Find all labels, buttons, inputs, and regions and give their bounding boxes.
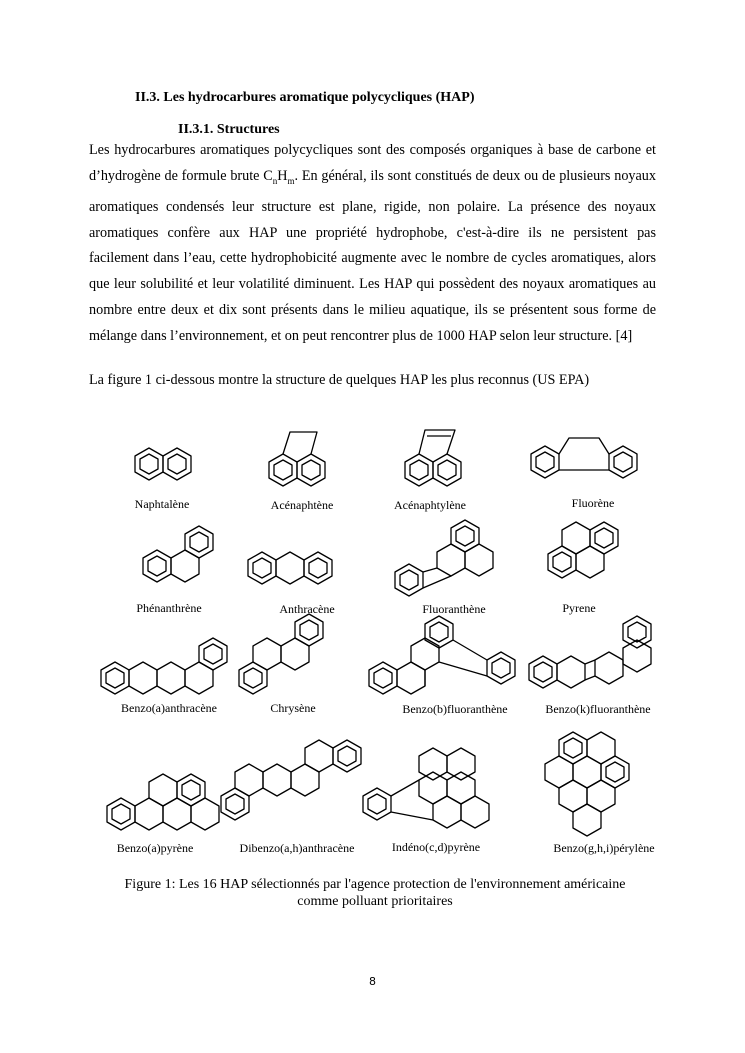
dibenzo-a-h-anthracene-structure <box>221 740 361 820</box>
fluorene-structure <box>531 438 637 478</box>
paragraph-part1: Les hydrocarbures aromatiques polycycliques sont des composés organiques à base de carbone et d’hydrogène de formule brute C <box>89 142 656 184</box>
page-number: 8 <box>369 975 376 988</box>
label-acenaphtene: Acénaphtène <box>270 498 334 512</box>
acenaphthylene-structure <box>405 430 461 486</box>
label-naphtalene: Naphtalène <box>134 497 190 511</box>
acenaphthene-structure <box>269 432 325 486</box>
label-phenanthrene: Phénanthrène <box>136 601 202 615</box>
caption-line-2: comme polluant prioritaires <box>297 894 453 909</box>
label-dibenzo-a-h-anthracene: Dibenzo(a,h)anthracène <box>239 841 355 855</box>
label-benzo-k-fluoranthene: Benzo(k)fluoranthène <box>545 702 651 716</box>
label-chrysene: Chrysène <box>270 701 316 715</box>
label-pyrene: Pyrene <box>562 601 596 615</box>
naphthalene-structure <box>135 448 191 480</box>
label-indeno-c-d-pyrene: Indéno(c,d)pyrène <box>391 840 481 854</box>
pyrene-structure <box>548 522 618 578</box>
formula-h: H <box>277 167 288 184</box>
label-fluoranthene: Fluoranthène <box>422 602 486 616</box>
body-paragraph <box>89 138 656 350</box>
formula-subscript-n: n <box>272 175 278 186</box>
subsection-title: II.3.1. Structures <box>178 122 280 137</box>
paragraph-part2: . En général, ils sont constitués de deux ou de plusieurs noyaux aromatiques condensés leur structure est plane, rigide, non polaire. La présence des noyaux aromatiques confère aux HAP une propriété hydrophobe, c'est-à-dire ils ne persistent pas facilement dans l’eau, cette hydrophobicité augmente avec le nombre de cycles aromatiques, alors que leur solubilité et leur volatilité diminuent. Les HAP qui possèdent des noyaux aromatiques au nombre entre deux et dix sont présents dans le milieu aquatique, ils se présentent sous forme de mélange dans l’environnement, et on peut rencontrer plus de 1000 HAP selon leur structure. [4] <box>89 167 656 345</box>
label-fluorene: Fluorène <box>571 496 615 510</box>
section-title: II.3. Les hydrocarbures aromatique polycycliques (HAP) <box>135 90 475 105</box>
anthracene-structure <box>248 552 332 584</box>
indeno-c-d-pyrene-structure <box>363 748 489 828</box>
benzo-k-fluoranthene-structure <box>529 616 651 688</box>
benzo-b-fluoranthene-structure <box>369 616 515 694</box>
label-benzo-a-pyrene: Benzo(a)pyrène <box>116 841 194 855</box>
label-benzo-b-fluoranthene: Benzo(b)fluoranthène <box>402 702 508 716</box>
figure-caption <box>95 876 655 910</box>
hap-structures-figure <box>85 410 670 865</box>
fluoranthene-structure <box>395 520 493 596</box>
chrysene-structure <box>239 614 323 694</box>
caption-line-1: Figure 1: Les 16 HAP sélectionnés par l'agence protection de l'environnement américaine <box>124 877 626 892</box>
label-benzo-g-h-i-perylene: Benzo(g,h,i)pérylène <box>553 841 655 855</box>
figure-intro-line: La figure 1 ci-dessous montre la structure de quelques HAP les plus reconnus (US EPA) <box>89 372 590 388</box>
label-benzo-a-anthracene: Benzo(a)anthracène <box>121 701 217 715</box>
formula-subscript-m: m <box>287 175 295 186</box>
label-acenaphtylene: Acénaphtylène <box>394 498 466 512</box>
phenanthrene-structure <box>143 526 213 582</box>
benzo-a-anthracene-structure <box>101 638 227 694</box>
label-anthracene: Anthracène <box>279 602 335 616</box>
benzo-g-h-i-perylene-structure <box>545 732 629 836</box>
benzo-a-pyrene-structure <box>107 774 219 830</box>
